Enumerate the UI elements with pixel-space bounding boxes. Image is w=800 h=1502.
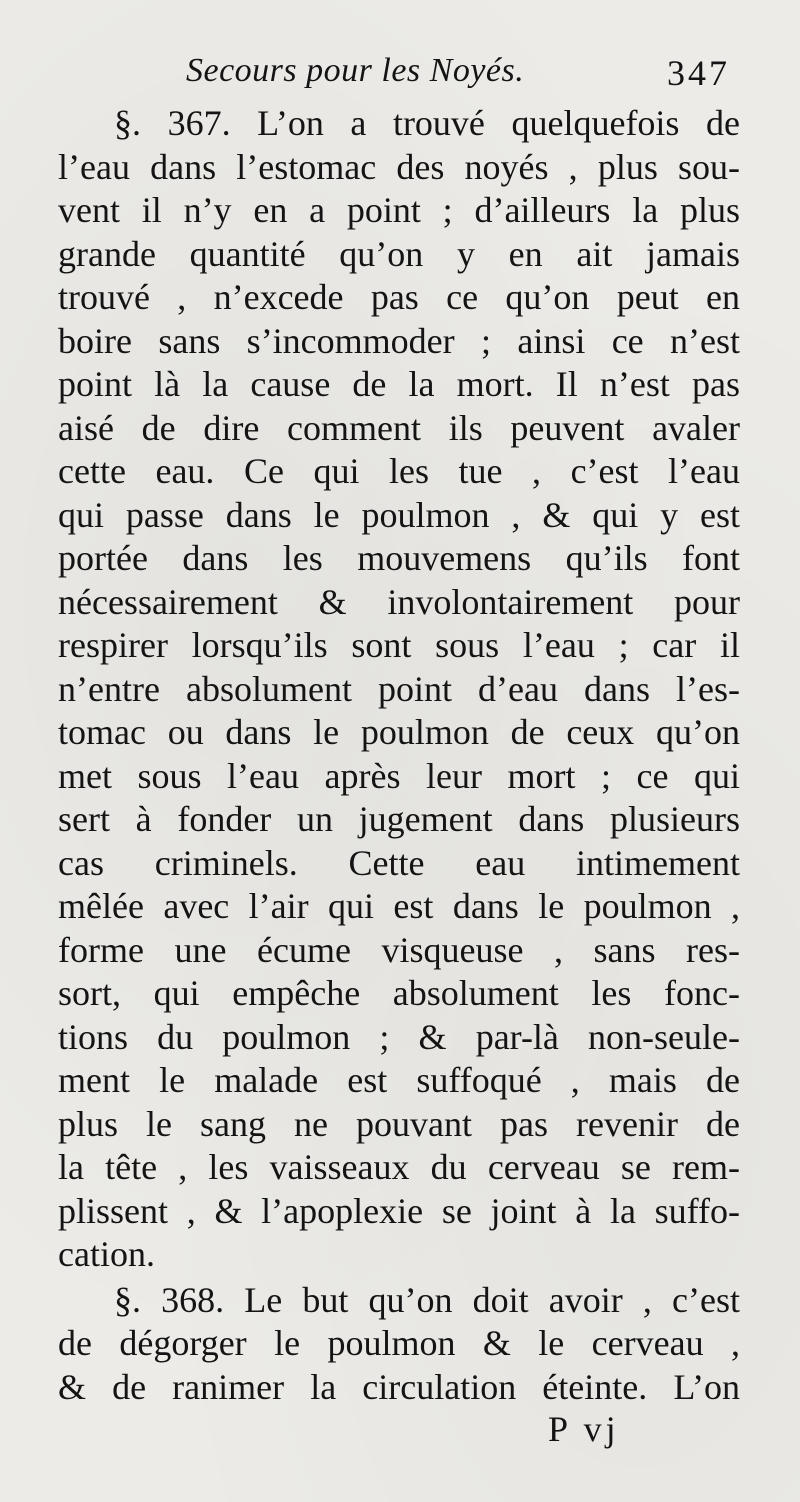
text-line: sert à fonder un jugement dans plusieurs	[58, 799, 740, 839]
text-line: de dégorger le poulmon & le cerveau ,	[58, 1323, 740, 1363]
page-number: 347	[667, 53, 730, 93]
page-header	[186, 48, 730, 98]
paragraph-368	[58, 1279, 740, 1410]
text-line: l’eau dans l’estomac des noyés , plus sou-	[58, 146, 740, 187]
text-line: cas criminels. Cette eau intimement	[58, 842, 740, 883]
paragraph-367	[58, 102, 740, 1277]
text-line: grande quantité qu’on y en ait jamais	[58, 233, 740, 274]
text-line: cation.	[58, 1234, 155, 1274]
text-line: portée dans les mouvemens qu’ils font	[58, 538, 740, 578]
text-line: tions du poulmon ; & par-là non-seule-	[58, 1016, 740, 1057]
text-line: respirer lorsqu’ils sont sous l’eau ; car il	[58, 625, 740, 665]
text-line: plus le sang ne pouvant pas revenir de	[58, 1103, 740, 1144]
text-line: plissent , & l’apoplexie se joint à la suffo-	[58, 1190, 740, 1231]
text-line: qui passe dans le poulmon , & qui y est	[58, 494, 740, 535]
text-line: aisé de dire comment ils peuvent avaler	[58, 407, 740, 448]
text-line: cette eau. Ce qui les tue , c’est l’eau	[58, 451, 740, 491]
text-line: & de ranimer la circulation éteinte. L’on	[58, 1366, 740, 1407]
running-title: Secours pour les Noyés.	[186, 52, 525, 89]
text-line: mêlée avec l’air qui est dans le poulmon ,	[58, 886, 740, 926]
text-line: ment le malade est suffoqué , mais de	[58, 1060, 740, 1100]
text-line: vent il n’y en a point ; d’ailleurs la plus	[58, 190, 740, 230]
text-line: forme une écume visqueuse , sans res-	[58, 929, 740, 970]
text-line: nécessairement & involontairement pour	[58, 581, 740, 622]
text-line: tomac ou dans le poulmon de ceux qu’on	[58, 712, 740, 752]
text-line: boire sans s’incommoder ; ainsi ce n’est	[58, 320, 740, 361]
text-line: n’entre absolument point d’eau dans l’es-	[58, 668, 740, 709]
text-line: la tête , les vaisseaux du cerveau se rem-	[58, 1147, 740, 1187]
text-line: sort, qui empêche absolument les fonc-	[58, 973, 740, 1013]
signature-mark: P vj	[548, 1409, 620, 1449]
text-line: §. 368. Le but qu’on doit avoir , c’est	[114, 1279, 740, 1320]
text-line: §. 367. L’on a trouvé quelquefois de	[114, 103, 740, 143]
text-line: point là la cause de la mort. Il n’est pas	[58, 364, 740, 404]
text-line: met sous l’eau après leur mort ; ce qui	[58, 755, 740, 796]
text-line: trouvé , n’excede pas ce qu’on peut en	[58, 277, 740, 317]
page-body	[58, 102, 740, 1409]
